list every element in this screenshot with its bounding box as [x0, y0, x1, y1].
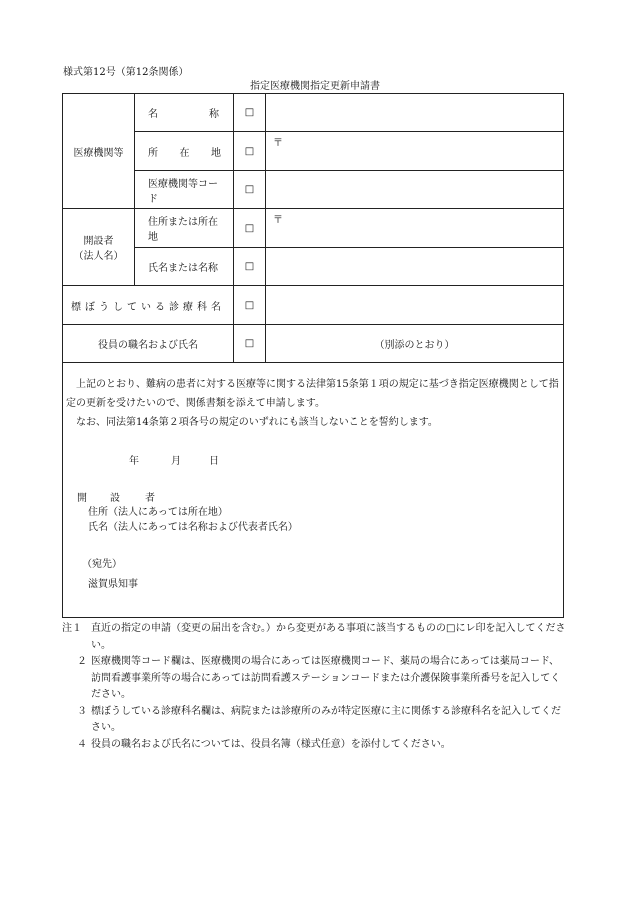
row-founder-name [63, 248, 564, 286]
group-label-medical-institution: 医療機関等 [63, 94, 135, 209]
checkbox-officers[interactable]: □ [234, 325, 266, 363]
postal-mark: 〒 [273, 138, 283, 149]
note-item [62, 621, 567, 654]
field-founder-address[interactable] [266, 209, 564, 248]
declaration-line-1: 上記のとおり、難病の患者に対する医療等に関する法律第15条第１項の規定に基づき指定医療機関として指 [76, 379, 559, 390]
note-text: 医療機関等コード欄は、医療機関の場合にあっては医療機関コード、薬局の場合にあっては薬局コード、訪問看護事業所等の場合にあっては訪問看護ステーションコードまたは介護保険事業所番号を記入してください。 [91, 656, 561, 700]
addressee-label: （宛先） [82, 559, 122, 570]
addressee: 滋賀県知事 [88, 579, 138, 590]
label-founder-name: 氏名または名称 [135, 248, 234, 286]
note-text: 標ぼうしている診療科名欄は、病院または診療所のみが特定医療に主に関係する診療科名を記入してください。 [91, 705, 561, 733]
date-day-label: 日 [209, 456, 219, 467]
label-officers: 役員の職名および氏名 [63, 325, 234, 363]
note-item [62, 737, 567, 754]
application-form-table [62, 93, 564, 618]
label-institution-code: 医療機関等コード [135, 171, 234, 209]
note-number: ２ [77, 656, 87, 667]
founder-label-2: 設 [110, 493, 120, 504]
note-item [62, 654, 567, 704]
notes-section [62, 621, 567, 753]
note-item [62, 704, 567, 737]
date-month-label: 月 [171, 456, 181, 467]
label-institution-address: 所 在 地 [135, 132, 234, 171]
note-number: ４ [77, 738, 87, 750]
checkbox-institution-name[interactable]: □ [234, 94, 266, 132]
form-number: 様式第12号（第12条関係） [63, 67, 189, 78]
document-title: 指定医療機関指定更新申請書 [250, 81, 380, 92]
checkbox-founder-address[interactable]: □ [234, 209, 266, 248]
founder-name-line: 氏名（法人にあっては名称および代表者氏名） [88, 522, 298, 533]
row-institution-code [63, 171, 564, 209]
row-officers [63, 325, 564, 363]
date-year-label: 年 [129, 456, 139, 467]
checkbox-departments[interactable]: □ [234, 286, 266, 325]
row-departments [63, 286, 564, 325]
declaration-line-3: なお、同法第14条第２項各号の規定のいずれにも該当しないことを誓約します。 [76, 417, 438, 428]
field-institution-name[interactable] [266, 94, 564, 132]
checkbox-founder-name[interactable]: □ [234, 248, 266, 286]
postal-mark: 〒 [273, 215, 283, 226]
row-founder-address [63, 209, 564, 248]
checkbox-institution-code[interactable]: □ [234, 171, 266, 209]
declaration-line-2: 定の更新を受けたいので、関係書類を添えて申請します。 [66, 398, 325, 409]
label-founder-address: 住所または所在地 [135, 209, 234, 248]
founder-label-1: 開 [77, 493, 87, 504]
note-text: 直近の指定の申請（変更の届出を含む。）から変更がある事項に該当するものの□にレ印を記入してください。 [91, 623, 566, 651]
label-institution-name: 名 称 [135, 94, 234, 132]
note-number: ３ [77, 705, 87, 717]
row-institution-address [63, 132, 564, 171]
row-institution-name [63, 94, 564, 132]
founder-label-3: 者 [145, 493, 155, 504]
field-founder-name[interactable] [266, 248, 564, 286]
row-declaration [63, 363, 564, 618]
field-officers: （別添のとおり） [266, 325, 564, 363]
declaration-box [63, 363, 564, 618]
label-departments: 標ぼうしている診療科名 [63, 286, 234, 325]
field-departments[interactable] [266, 286, 564, 325]
checkbox-institution-address[interactable]: □ [234, 132, 266, 171]
note-number: 注１ [62, 623, 82, 634]
group-label-founder: 開設者 （法人名） [63, 209, 135, 286]
field-institution-code[interactable] [266, 171, 564, 209]
field-institution-address[interactable] [266, 132, 564, 171]
founder-address-line: 住所（法人にあっては所在地） [88, 507, 228, 518]
note-text: 役員の職名および氏名については、役員名簿（様式任意）を添付してください。 [91, 738, 451, 750]
